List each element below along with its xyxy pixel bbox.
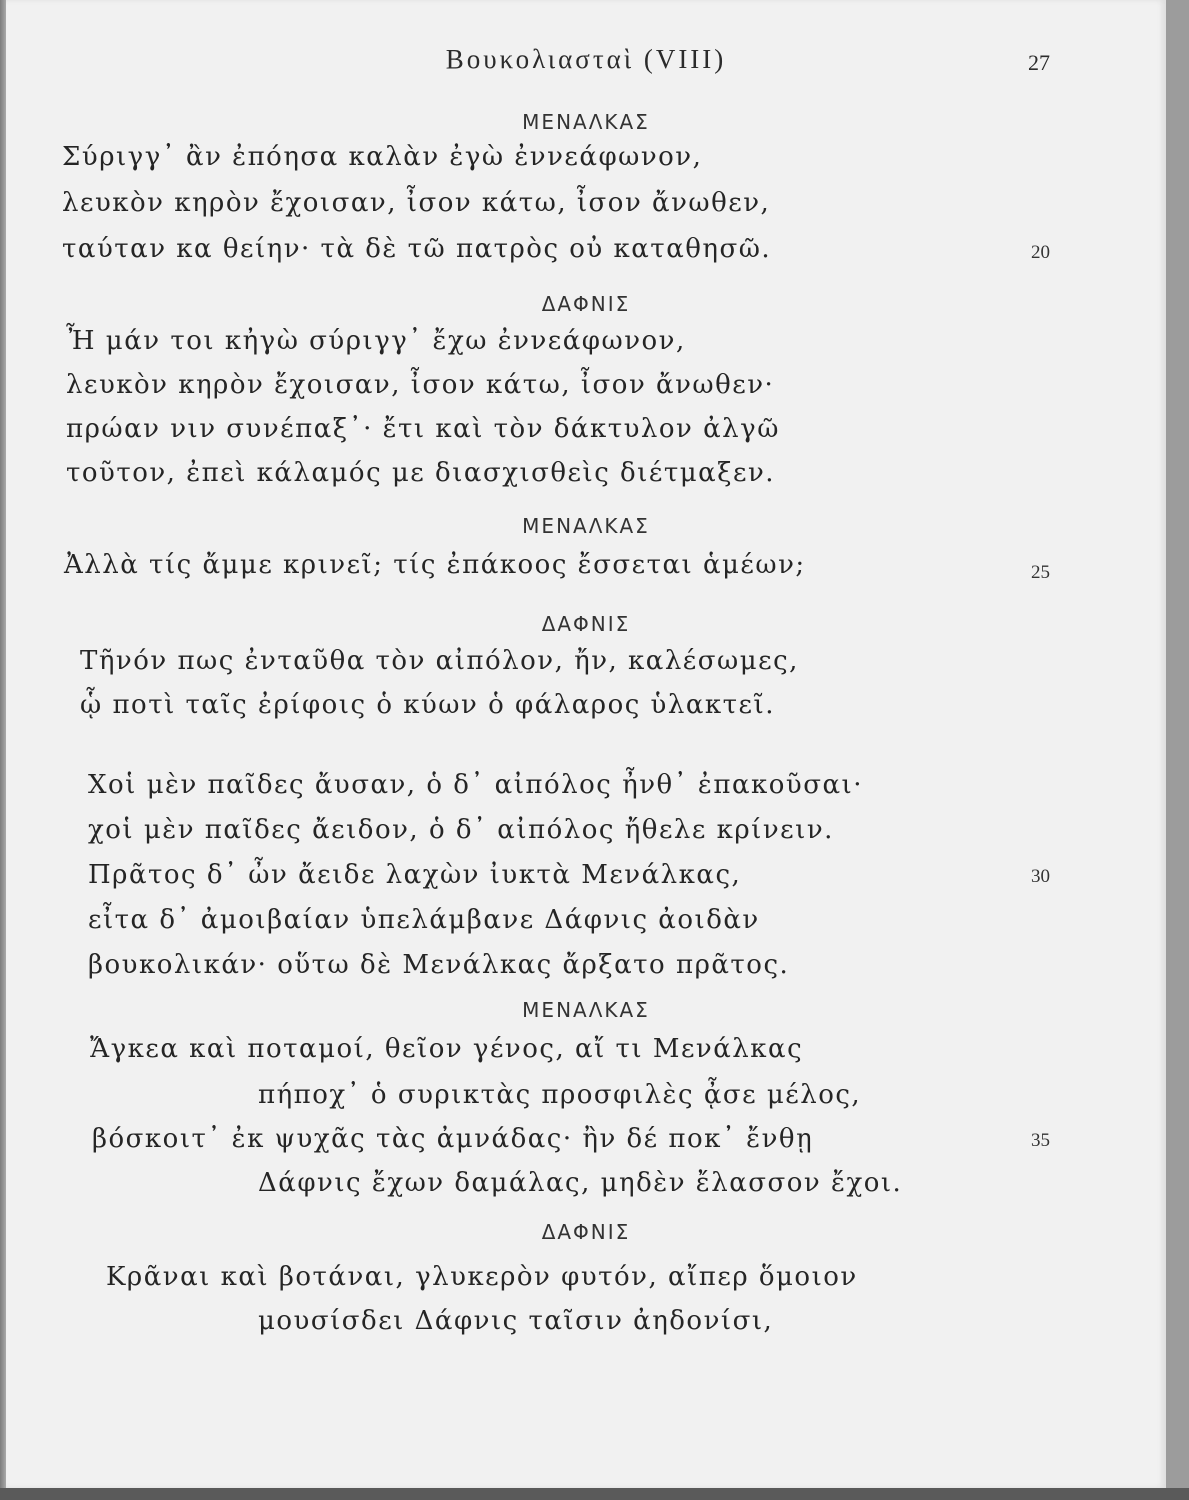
verse-line: πήποχ᾽ ὁ συρικτὰς προσφιλὲς ᾆσε μέλος, bbox=[258, 1080, 862, 1110]
verse-line: ταύταν κα θείην· τὰ δὲ τῶ πατρὸς οὐ καταθησῶ. bbox=[62, 234, 772, 264]
verse-line: χοἱ μὲν παῖδες ἄειδον, ὁ δ᾽ αἰπόλος ἤθελε κρίνειν. bbox=[88, 815, 834, 845]
verse-line: βουκολικάν· οὕτω δὲ Μενάλκας ἄρξατο πρᾶτος. bbox=[88, 950, 790, 980]
verse-line: Ἄγκεα καὶ ποταμοί, θεῖον γένος, αἴ τι Μενάλκας bbox=[90, 1034, 804, 1064]
verse-line: λευκὸν κηρὸν ἔχοισαν, ἶσον κάτω, ἶσον ἄνωθεν, bbox=[62, 188, 771, 218]
verse-line: εἶτα δ᾽ ἀμοιβαίαν ὑπελάμβανε Δάφνις ἀοιδὰν bbox=[88, 905, 760, 935]
speaker-heading: ΔΑΦΝΙΣ bbox=[541, 292, 631, 316]
verse-line: μουσίσδει Δάφνις ταῖσιν ἀηδονίσι, bbox=[258, 1306, 774, 1336]
speaker-heading: ΜΕΝΑΛΚΑΣ bbox=[522, 998, 650, 1022]
running-head-title: Βουκολιασταὶ (VIII) bbox=[445, 44, 727, 74]
verse-line: Ἦ μάν τοι κἠγὼ σύριγγ᾽ ἔχω ἐννεάφωνον, bbox=[66, 326, 686, 356]
speaker-heading: ΜΕΝΑΛΚΑΣ bbox=[522, 514, 650, 538]
verse-line: Χοἱ μὲν παῖδες ἄυσαν, ὁ δ᾽ αἰπόλος ἦνθ᾽ ἐπακοῦσαι· bbox=[88, 770, 863, 800]
book-page bbox=[6, 0, 1166, 1488]
verse-line: πρώαν νιν συνέπαξ᾽· ἔτι καὶ τὸν δάκτυλον ἀλγῶ bbox=[66, 414, 780, 444]
verse-line: λευκὸν κηρὸν ἔχοισαν, ἶσον κάτω, ἶσον ἄνωθεν· bbox=[66, 370, 775, 400]
verse-line: Δάφνις ἔχων δαμάλας, μηδὲν ἔλασσον ἔχοι. bbox=[258, 1168, 903, 1198]
line-number: 35 bbox=[1031, 1130, 1050, 1151]
verse-line: Ἀλλὰ τίς ἄμμε κρινεῖ; τίς ἐπάκοος ἔσσεται ἁμέων; bbox=[64, 550, 806, 580]
line-number: 20 bbox=[1031, 242, 1050, 263]
speaker-heading: ΜΕΝΑΛΚΑΣ bbox=[522, 110, 650, 134]
verse-line: τοῦτον, ἐπεὶ κάλαμός με διασχισθεὶς διέτμαξεν. bbox=[66, 458, 776, 488]
verse-line: Πρᾶτος δ᾽ ὦν ἄειδε λαχὼν ἰυκτὰ Μενάλκας, bbox=[88, 860, 742, 890]
verse-line: Τῆνόν πως ἐνταῦθα τὸν αἰπόλον, ἤν, καλέσωμες, bbox=[80, 646, 799, 676]
verse-line: ᾧ ποτὶ ταῖς ἐρίφοις ὁ κύων ὁ φάλαρος ὑλακτεῖ. bbox=[80, 690, 775, 720]
line-number: 30 bbox=[1031, 866, 1050, 887]
verse-line: Κρᾶναι καὶ βοτάναι, γλυκερὸν φυτόν, αἴπερ ὅμοιον bbox=[106, 1262, 858, 1292]
speaker-heading: ΔΑΦΝΙΣ bbox=[541, 1220, 631, 1244]
verse-line: βόσκοιτ᾽ ἐκ ψυχᾶς τὰς ἀμνάδας· ἢν δέ ποκ᾽ ἔνθῃ bbox=[92, 1124, 814, 1154]
page-bottom-edge bbox=[0, 1488, 1189, 1500]
line-number: 25 bbox=[1031, 562, 1050, 583]
speaker-heading: ΔΑΦΝΙΣ bbox=[541, 612, 631, 636]
page-number: 27 bbox=[1028, 50, 1050, 75]
verse-line: Σύριγγ᾽ ἂν ἐπόησα καλὰν ἐγὼ ἐννεάφωνον, bbox=[62, 142, 703, 172]
